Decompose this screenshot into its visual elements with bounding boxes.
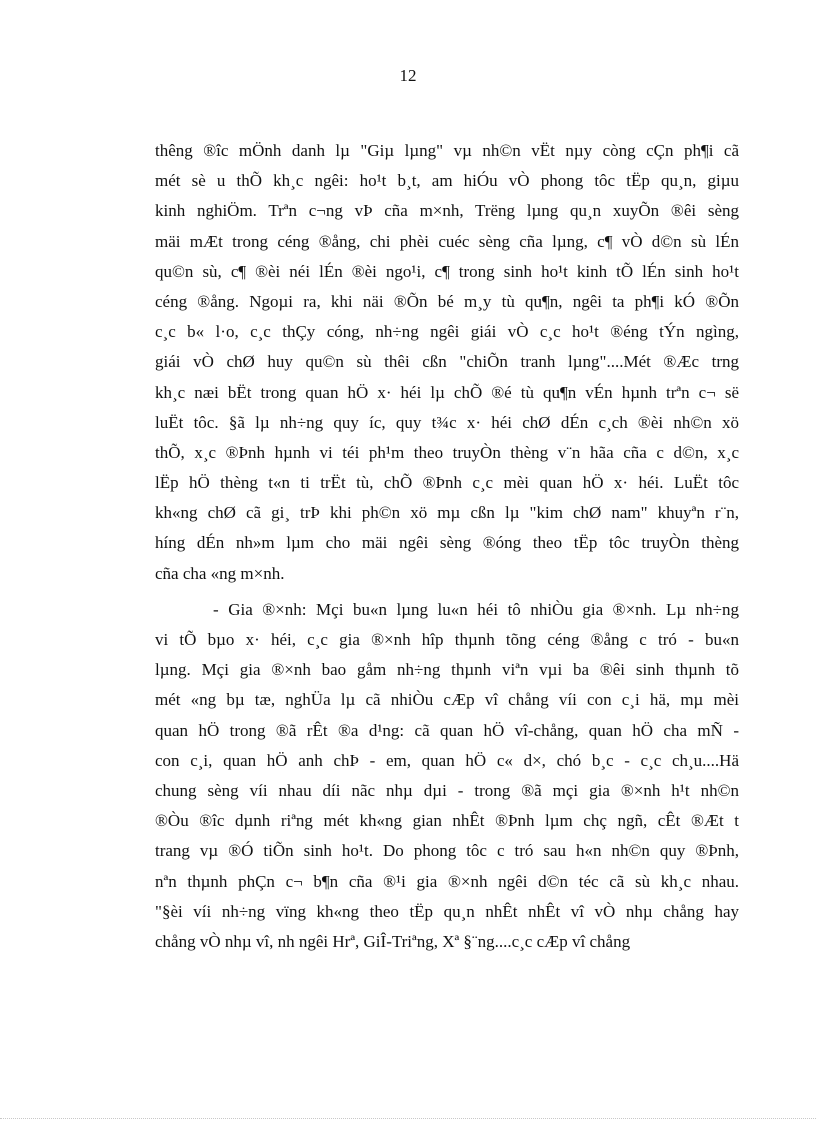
text-line: lµng. Mçi gia ®×nh bao gåm nh÷ng thµnh viªn vµi ba ®êi sinh thµnh tõ bbox=[155, 660, 739, 680]
paragraph bbox=[155, 136, 739, 589]
paragraph bbox=[155, 595, 739, 957]
text-line: cña cha «ng m×nh. bbox=[155, 563, 285, 583]
text-line: híng dÉn nh»m lµm cho mäi ngêi sèng ®óng theo tËp tôc truyÒn thèng bbox=[155, 533, 739, 553]
text-line: trang vµ ®Ó tiÕn sinh ho¹t. Do phong tôc c tró sau h«n nh©n quy ®Þnh, bbox=[155, 841, 739, 861]
text-line: ®Òu ®îc dµnh riªng mét kh«ng gian nhÊt ®Þnh lµm chç ngñ, cÊt ®Æt t bbox=[155, 811, 739, 831]
text-line: - Gia ®×nh: Mçi bu«n lµng lu«n héi tô nhiÒu gia ®×nh. Lµ nh÷ng bbox=[213, 599, 739, 619]
text-line: lËp hÖ thèng t«n ti trËt tù, chÕ ®Þnh c¸c mèi quan hÖ x· héi. LuËt tôc bbox=[155, 473, 739, 493]
text-line: céng ®ång. Ngoµi ra, khi näi ®Õn bé m¸y tù qu¶n, ngêi ta ph¶i kÓ ®Õn bbox=[155, 291, 739, 311]
text-line: kh«ng chØ cã gi¸ trÞ khi ph©n xö mµ cßn lµ "kim chØ nam" khuyªn r¨n, bbox=[155, 503, 739, 523]
text-line: kinh nghiÖm. Trªn c¬ng vÞ cña m×nh, Trëng lµng qu¸n xuyÕn ®êi sèng bbox=[155, 201, 739, 221]
text-line: vi tÕ bµo x· héi, c¸c gia ®×nh hîp thµnh tõng céng ®ång c tró - bu«n bbox=[155, 630, 739, 649]
text-line: con c¸i, quan hÖ anh chÞ - em, quan hÖ c« d×, chó b¸c - c¸c ch¸u....Hä bbox=[155, 750, 739, 770]
text-line: mét sè u thÕ kh¸c ngêi: ho¹t b¸t, am hiÓu vÒ phong tôc tËp qu¸n, giµu bbox=[155, 171, 739, 191]
text-line: giái vÒ chØ huy qu©n sù thêi cßn "chiÕn tranh lµng"....Mét ®Æc trng bbox=[155, 352, 739, 372]
text-line: nªn thµnh phÇn c¬ b¶n cña ®¹i gia ®×nh ngêi d©n téc cã sù kh¸c nhau. bbox=[155, 871, 739, 891]
text-line: kh¸c næi bËt trong quan hÖ x· héi lµ chÕ ®é tù qu¶n vÉn hµnh trªn c¬ së bbox=[155, 382, 739, 402]
text-line: mét «ng bµ tæ, nghÜa lµ cã nhiÒu cÆp vî chång víi con c¸i hä, mµ mèi bbox=[155, 690, 739, 710]
text-line: quan hÖ trong ®ã rÊt ®a d¹ng: cã quan hÖ vî-chång, quan hÖ cha mÑ - bbox=[155, 720, 739, 740]
text-line: c¸c b« l·o, c¸c thÇy cóng, nh÷ng ngêi giái vÒ c¸c ho¹t ®éng tÝn ngìng, bbox=[155, 322, 739, 342]
text-line: thêng ®îc mÖnh danh lµ "Giµ lµng" vµ nh©n vËt nµy còng cÇn ph¶i cã bbox=[155, 141, 739, 160]
text-line: mäi mÆt trong céng ®ång, chi phèi cuéc sèng cña lµng, c¶ vÒ d©n sù lÉn bbox=[155, 231, 739, 251]
body-text bbox=[155, 136, 739, 957]
page-number: 12 bbox=[399, 66, 417, 85]
page-bottom-divider bbox=[0, 1118, 816, 1119]
text-line: "§èi víi nh÷ng vïng kh«ng theo tËp qu¸n nhÊt nhÊt vî vÒ nhµ chång hay bbox=[155, 901, 739, 921]
text-line: chång vÒ nhµ vî, nh ngêi Hrª, GiÎ-Triªng, Xª §¨ng....c¸c cÆp vî chång bbox=[155, 931, 631, 951]
text-line: luËt tôc. §ã lµ nh÷ng quy íc, quy t¾c x· héi chØ dÉn c¸ch ®èi nh©n xö bbox=[155, 412, 739, 432]
text-line: thÕ, x¸c ®Þnh hµnh vi téi ph¹m theo truyÒn thèng v¨n hãa cña c d©n, x¸c bbox=[155, 442, 739, 462]
text-line: qu©n sù, c¶ ®èi néi lÉn ®èi ngo¹i, c¶ trong sinh ho¹t kinh tÕ lÉn sinh ho¹t bbox=[155, 261, 739, 281]
text-line: chung sèng víi nhau díi nãc nhµ dµi - trong ®ã mçi gia ®×nh h¹t nh©n bbox=[155, 780, 739, 800]
